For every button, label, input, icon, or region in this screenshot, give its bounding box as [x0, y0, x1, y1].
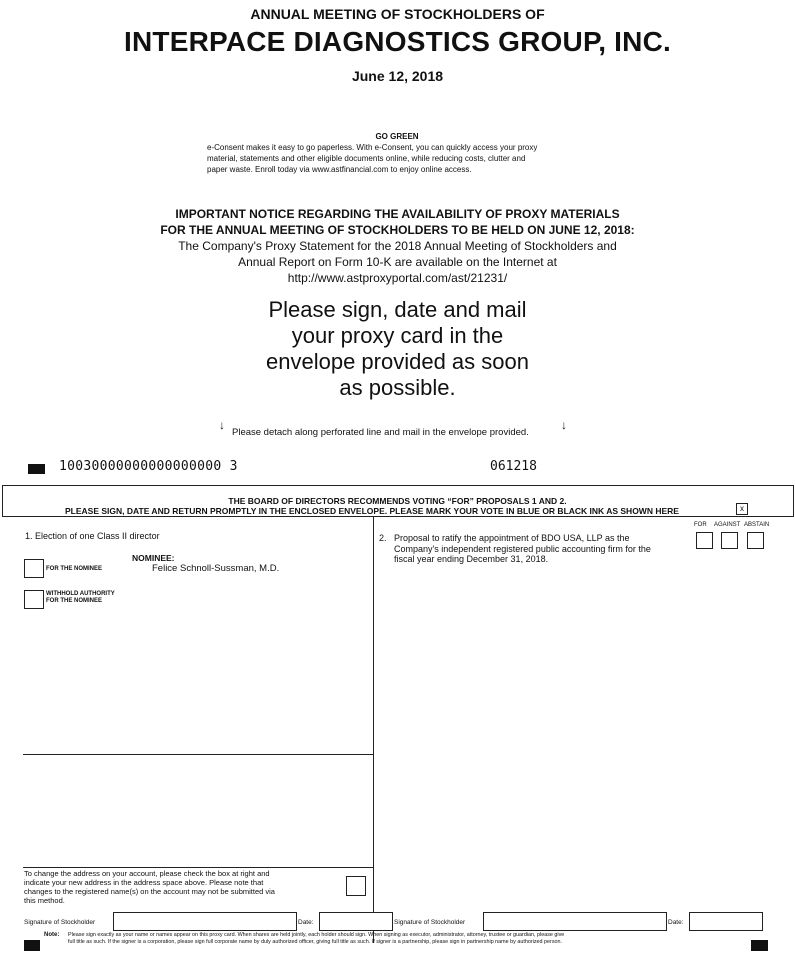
meeting-date: June 12, 2018 [351, 68, 444, 84]
abstain-column-label: ABSTAIN [744, 522, 770, 528]
address-change-checkbox[interactable] [346, 876, 366, 896]
go-green-section [207, 131, 587, 175]
go-green-line-3: paper waste. Enroll today via www.astfinancial.com to enjoy online access. [207, 165, 472, 174]
address-change-line-1: To change the address on your account, please check the box at right and [24, 869, 270, 878]
please-sign-message [0, 297, 795, 401]
proposal-2-line-3: fiscal year ending December 31, 2018. [394, 554, 549, 564]
notice-line-1: IMPORTANT NOTICE REGARDING THE AVAILABILITY OF PROXY MATERIALS [175, 207, 620, 221]
sample-mark-box: x [736, 503, 748, 515]
down-arrow-icon: ↓ [561, 418, 567, 432]
address-change-divider [23, 867, 373, 868]
detach-instruction: Please detach along perforated line and mail in the envelope provided. [232, 427, 529, 438]
column-divider [373, 516, 374, 943]
withhold-label [46, 591, 115, 605]
control-number: 10030000000000000000 3 [59, 459, 238, 474]
go-green-title: GO GREEN [375, 132, 419, 141]
for-nominee-checkbox[interactable] [24, 559, 44, 578]
registration-mark [24, 940, 40, 951]
signature-field-2[interactable] [483, 912, 667, 931]
signature-label-2: Signature of Stockholder [394, 919, 466, 926]
date-field-1[interactable] [319, 912, 393, 931]
proposal-2-abstain-checkbox[interactable] [747, 532, 764, 549]
notice-line-3: The Company's Proxy Statement for the 2018 Annual Meeting of Stockholders and [178, 239, 617, 253]
down-arrow-icon: ↓ [219, 418, 225, 432]
note-line-2: full title as such. If the signer is a corporation, please sign full corporate name by duly authorized officer, giving full title as such. If signer is a partnership, please sign in partnership name by authorized person. [68, 939, 563, 945]
board-recommendation-line-2: PLEASE SIGN, DATE AND RETURN PROMPTLY IN THE ENCLOSED ENVELOPE. PLEASE MARK YOUR VOTE IN BLUE OR BLACK INK AS SHOWN HERE [65, 506, 679, 516]
withhold-checkbox[interactable] [24, 590, 44, 609]
please-sign-line-4: as possible. [339, 375, 456, 400]
note-line-1: Please sign exactly as your name or names appear on this proxy card. When shares are held jointly, each holder should sign. When signing as executor, administrator, attorney, trustee or guardian, please give [68, 932, 565, 938]
please-sign-line-1: Please sign, date and mail [268, 297, 527, 322]
board-recommendation-line-1: THE BOARD OF DIRECTORS RECOMMENDS VOTING “FOR” PROPOSALS 1 AND 2. [228, 496, 567, 506]
proposal-1-title: 1. Election of one Class II director [25, 531, 160, 541]
for-nominee-label: FOR THE NOMINEE [46, 566, 103, 572]
meeting-heading: ANNUAL MEETING OF STOCKHOLDERS OF [250, 6, 545, 22]
proxy-notice [0, 206, 795, 286]
please-sign-line-2: your proxy card in the [291, 323, 504, 348]
notice-line-4: Annual Report on Form 10-K are available on the Internet at [238, 255, 557, 269]
address-change-line-4: this method. [24, 896, 65, 905]
nominee-name: Felice Schnoll-Sussman, M.D. [152, 563, 280, 574]
note-label: Note: [44, 932, 60, 938]
address-change-text [24, 869, 344, 905]
proposal-2-against-checkbox[interactable] [721, 532, 738, 549]
address-change-line-3: changes to the registered name(s) on the account may not be submitted via [24, 887, 275, 896]
signature-label-1: Signature of Stockholder [24, 919, 96, 926]
company-name: INTERPACE DIAGNOSTICS GROUP, INC. [124, 26, 671, 57]
registration-mark [28, 464, 45, 474]
go-green-line-1: e-Consent makes it easy to go paperless. With e-Consent, you can quickly access your proxy [207, 143, 538, 152]
please-sign-line-3: envelope provided as soon [266, 349, 529, 374]
date-label-1: Date: [298, 919, 314, 926]
go-green-line-2: material, statements and other eligible documents online, while reducing costs, clutter and [207, 154, 526, 163]
proposal-2-text [394, 533, 689, 565]
nominee-label: NOMINEE: [132, 553, 175, 563]
against-column-label: AGAINST [714, 522, 741, 528]
proposal-2-line-2: Company's independent registered public accounting firm for the [394, 543, 651, 554]
date-label-2: Date: [668, 919, 684, 926]
withhold-label-line-1: WITHHOLD AUTHORITY [46, 591, 115, 597]
for-column-label: FOR [694, 522, 707, 528]
proposal-2-number: 2. [379, 533, 387, 543]
date-code: 061218 [490, 459, 537, 474]
registration-mark [751, 940, 768, 951]
withhold-label-line-2: FOR THE NOMINEE [46, 598, 103, 604]
notice-line-2: FOR THE ANNUAL MEETING OF STOCKHOLDERS TO BE HELD ON JUNE 12, 2018: [160, 223, 635, 237]
note-text [68, 932, 748, 946]
proposal-2-for-checkbox[interactable] [696, 532, 713, 549]
address-area-divider [23, 754, 373, 755]
date-field-2[interactable] [689, 912, 763, 931]
signature-field-1[interactable] [113, 912, 297, 931]
address-change-line-2: indicate your new address in the address space above. Please note that [24, 878, 264, 887]
proposal-2-line-1: Proposal to ratify the appointment of BDO USA, LLP as the [394, 533, 630, 543]
notice-url: http://www.astproxyportal.com/ast/21231/ [287, 271, 508, 285]
